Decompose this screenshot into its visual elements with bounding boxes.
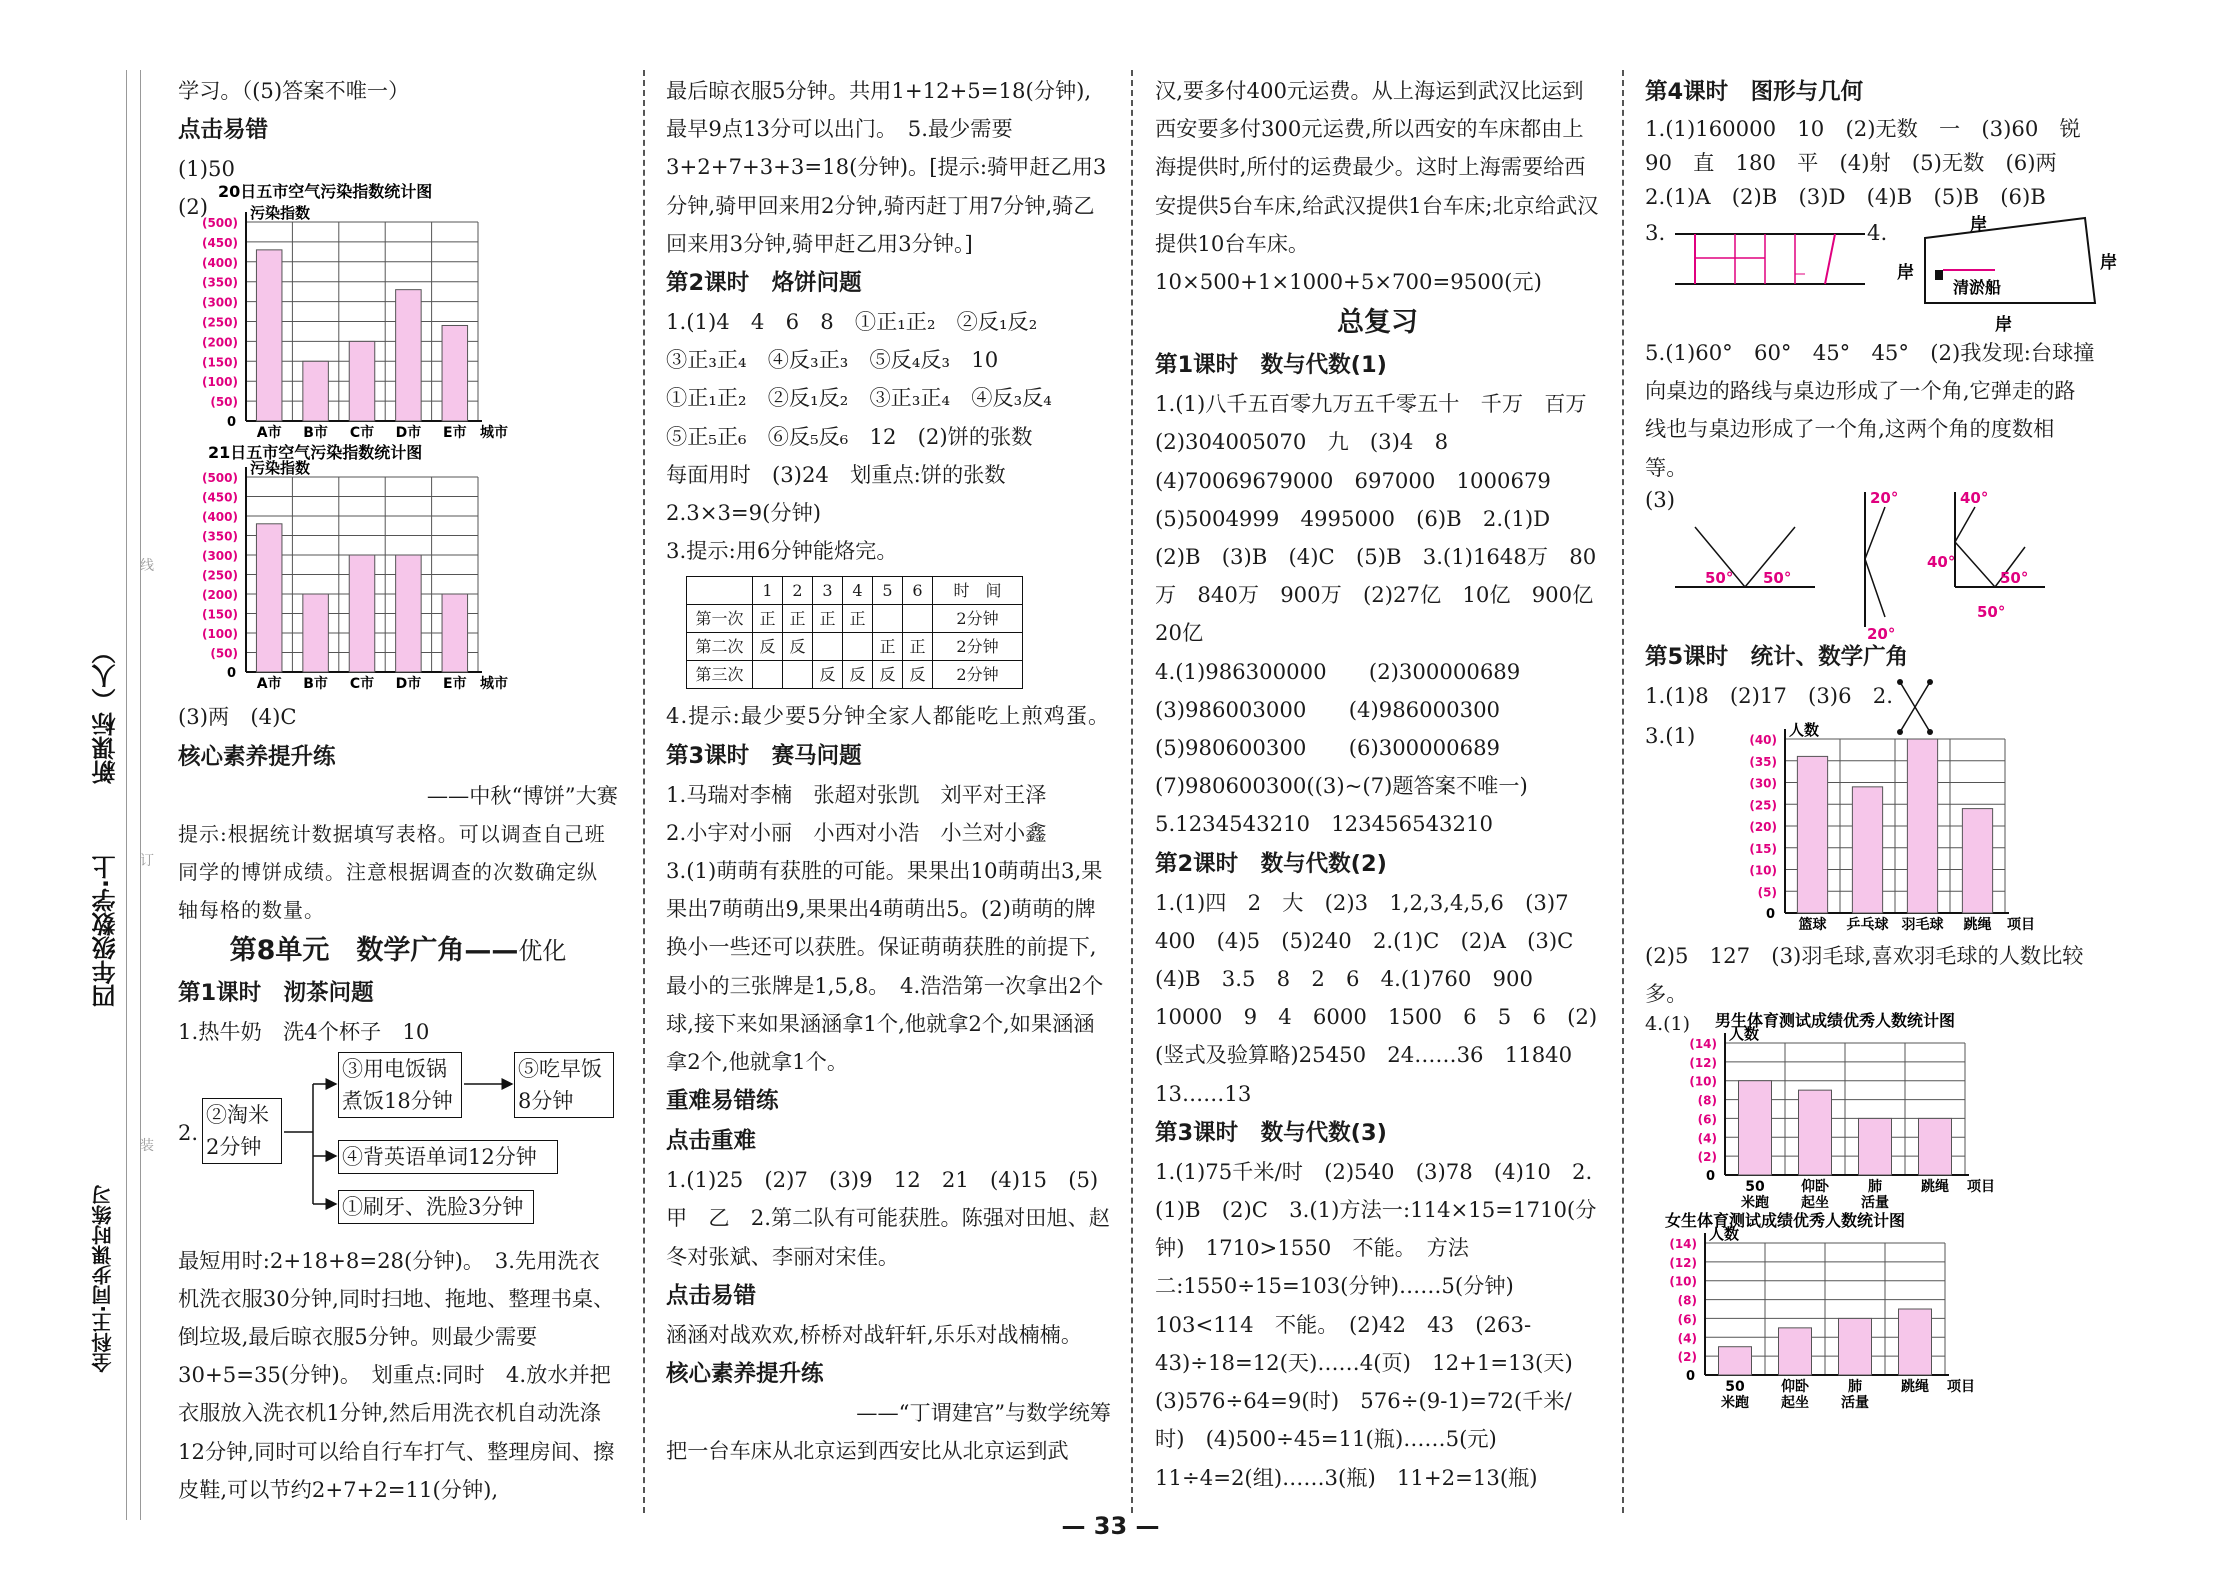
y-tick-label: (350) <box>201 276 238 291</box>
pancake-table <box>686 576 1023 689</box>
x-tick-label: 跳绳 <box>1901 1379 1929 1396</box>
c2-line: ⑤正₅正₆ ⑥反₅反₆ 12 (2)饼的张数 <box>666 423 1033 449</box>
c2-heading-core: 核心素养提升练 <box>666 1361 824 1388</box>
x-tick-label: 篮球 <box>1798 916 1827 933</box>
c2-line: 4.提示:最少要5分钟全家人都能吃上煎鸡蛋。 <box>666 703 1111 729</box>
y-tick-label: 0 <box>226 415 236 431</box>
y-tick-label: (14) <box>1689 1037 1717 1052</box>
c1-line: (2) <box>178 194 209 220</box>
c4-line: (2)5 127 (3)羽毛球,喜欢羽毛球的人数比较多。 <box>1645 942 2084 1007</box>
chart-bar <box>1799 1090 1832 1175</box>
chart-bar <box>442 594 468 672</box>
c1-line: 学习。（(5)答案不唯一） <box>178 78 410 103</box>
y-tick-label: (200) <box>201 588 238 603</box>
c2-lesson-3-title: 第3课时 赛马问题 <box>666 742 862 769</box>
c2-line: 最后晾衣服5分钟。共用1+12+5=18(分钟),最早9点13分可以出门。 5.最少需要3+2+7+3+3=18(分钟)。[提示:骑甲赶乙用3分钟,骑甲回来用2分钟,骑丙赶丁用7分钟,骑乙回来用3分钟,骑甲赶乙用3分钟。] <box>666 78 1107 256</box>
angle-label: 50° <box>1977 602 2006 621</box>
flow-box-words: ④背英语单词12分钟 <box>338 1140 558 1174</box>
x-tick-label: 羽毛球 <box>1901 916 1944 933</box>
c2-heading-key: 点击重难 <box>666 1128 757 1155</box>
c2-heading-errors: 点击易错 <box>666 1282 757 1309</box>
x-tick-label: 肺 <box>1868 1179 1882 1196</box>
y-tick-label: (400) <box>201 256 238 271</box>
chart-bar <box>1899 1309 1932 1375</box>
x-tick-label: C市 <box>349 425 375 442</box>
chart-bar <box>303 362 329 422</box>
shore-label: 岸 <box>1970 215 1987 235</box>
c2-line: 2.小宇对小丽 小西对小浩 小兰对小鑫 <box>666 819 1047 845</box>
c1-line: (3)两 (4)C <box>178 704 297 730</box>
chart-girls-test <box>1665 1211 2025 1411</box>
boat-label: 清淤船 <box>1953 278 2002 297</box>
x-tick-label: B市 <box>303 676 328 693</box>
y-tick-label: 0 <box>1705 1169 1715 1185</box>
c2-line: ③正₃正₄ ④反₃正₃ ⑤反₄反₃ 10 <box>666 347 999 373</box>
x-tick-label-2: 活量 <box>1861 1195 1889 1212</box>
y-tick-label: (12) <box>1689 1056 1717 1071</box>
c1-line: (1)50 <box>178 156 235 182</box>
y-tick-label: (6) <box>1697 1112 1717 1127</box>
table-row: 第二次 反 反 正 正 2分钟 <box>687 633 1023 661</box>
angles-figure <box>1645 486 2095 643</box>
y-tick-label: (40) <box>1749 732 1777 747</box>
chart-ylabel: 人数 <box>1709 1225 1740 1244</box>
flow-box-rice: ②淘米 2分钟 <box>202 1098 282 1164</box>
chart-bar <box>442 326 468 422</box>
c2-line: 3.(1)萌萌有获胜的可能。果果出10萌萌出3,果果出7萌萌出9,果果出4萌萌出5。(2)萌萌的牌换小一些还可以获胜。保证萌萌获胜的前提下,最小的三张牌是1,5,8。 4.浩浩第一次拿出2个球,接下来如果涵涵拿1个,他就拿2个,如果涵涵拿2个,他就拿1个。 <box>666 858 1104 1075</box>
x-tick-label: 50 <box>1725 1379 1745 1396</box>
chart-bar <box>303 594 329 672</box>
x-tick-label-2: 起坐 <box>1801 1195 1829 1212</box>
y-tick-label: (15) <box>1749 841 1777 856</box>
c3-line: 1.(1)四 2 大 (2)3 1,2,3,4,5,6 (3)7 400 (4)5 (5)240 2.(1)C (2)A (3)C (4)B 3.5 8 2 6 4.(1)760 900 10000 9 4 6000 1500 6 5 6 (2)(竖式及验算略)25450 24……36 11840 13……13 <box>1155 889 1598 1106</box>
table-row: 第一次 正 正 正 正 2分钟 <box>687 605 1023 633</box>
column-1 <box>178 72 618 1509</box>
y-tick-label: (450) <box>201 490 238 505</box>
x-tick-label-2: 起坐 <box>1781 1395 1809 1412</box>
c3-line: 1.(1)八千五百零九万五千零五十 千万 百万 (2)304005070 九 (3)4 8 (4)70069679000 697000 1000679 (5)5004999 4995000 (6)B 2.(1)D (2)B (3)B (4)C (5)B 3.(1)1648万 80万 840万 900万 (2)27亿 10亿 900亿 20亿 <box>1155 391 1615 646</box>
angle-label: 40° <box>1960 488 1989 507</box>
angle-label: 20° <box>1867 624 1896 643</box>
x-tick-label: E市 <box>443 676 467 693</box>
spine-edition: 新课标（人） <box>92 640 120 784</box>
geometry-figures <box>1645 214 2117 335</box>
column-divider-1 <box>643 70 645 1513</box>
chart-bar <box>1797 756 1827 913</box>
c2-line: ①正₁正₂ ②反₁反₂ ③正₃正₄ ④反₃反₄ <box>666 385 1052 411</box>
c4-lesson-5-title: 第5课时 统计、数学广角 <box>1645 643 1909 670</box>
c4-line: 1.(1)160000 10 (2)无数 一 (3)60 锐 90 直 180 平 (4)射 (5)无数 (6)两 2.(1)A (2)B (3)D (4)B (5)B (6)B <box>1645 116 2102 209</box>
chart-bar <box>1839 1319 1872 1376</box>
chart-bar <box>1739 1081 1772 1175</box>
x-tick-label: 跳绳 <box>1921 1179 1949 1196</box>
c3-lesson-3-title: 第3课时 数与代数(3) <box>1155 1119 1387 1146</box>
c1-hint: 提示:根据统计数据填写表格。可以调查自己班同学的博饼成绩。注意根据调查的次数确定纵轴每格的数量。 <box>178 821 606 923</box>
chart-title: 20日五市空气污染指数统计图 <box>218 182 433 202</box>
c3-line: 4.(1)986300000 (2)300000689 <box>1155 658 1521 684</box>
y-tick-label: (8) <box>1677 1293 1697 1308</box>
y-tick-label: (6) <box>1677 1312 1697 1327</box>
y-tick-label: (50) <box>210 395 238 410</box>
y-tick-label: 0 <box>1685 1369 1695 1385</box>
y-tick-label: (150) <box>201 355 238 370</box>
chart-bar <box>349 342 375 422</box>
flow-diagram <box>178 1052 618 1232</box>
c2-line: 涵涵对战欢欢,桥桥对战轩轩,乐乐对战楠楠。 <box>666 1321 1083 1347</box>
y-tick-label: (10) <box>1689 1074 1717 1089</box>
c1-line: 最短用时:2+18+8=28(分钟)。 3.先用洗衣机洗衣服30分钟,同时扫地、拖地、整理书桌、倒垃圾,最后晾衣服5分钟。则最少需要30+5=35(分钟)。 划重点:同时 4.放水并把衣服放入洗衣机1分钟,然后用洗衣机自动洗涤12分钟,同时可以给自行车打气、整理房间、擦皮鞋,可以节约2+7+2=11(分钟), <box>178 1247 615 1502</box>
column-divider-3 <box>1622 70 1624 1513</box>
chart-ylabel: 人数 <box>1729 1025 1760 1044</box>
c1-subtitle: ——中秋“博饼”大赛 <box>426 782 618 808</box>
chart-bar <box>256 250 282 421</box>
y-tick-label: (10) <box>1749 863 1777 878</box>
c2-line: 把一台车床从北京运到西安比从北京运到武 <box>666 1438 1069 1464</box>
flow-arrows <box>178 1052 618 1232</box>
chart-title: 21日五市空气污染指数统计图 <box>208 443 423 463</box>
y-tick-label: (100) <box>201 375 238 390</box>
table-row: 1 2 3 4 5 6 时 间 <box>687 577 1023 605</box>
y-tick-label: (20) <box>1749 819 1777 834</box>
angle-label: 50° <box>1763 568 1792 587</box>
chart-bar <box>1962 808 1992 912</box>
chart-ylabel: 污染指数 <box>250 459 311 478</box>
angle-label: 40° <box>1927 552 1956 571</box>
chart-bar <box>1907 739 1937 913</box>
flow-box-eat: ⑤吃早饭 8分钟 <box>514 1052 614 1118</box>
chart-bar <box>1852 787 1882 913</box>
x-tick-label: 仰卧 <box>1781 1379 1809 1396</box>
c4-lesson-4-title: 第4课时 图形与几何 <box>1645 79 1864 105</box>
y-tick-label: (250) <box>201 315 238 330</box>
c1-heading-core: 核心素养提升练 <box>178 743 336 770</box>
c4-line: 1.(1)8 (2)17 (3)6 2. <box>1645 682 1893 708</box>
chart-bar <box>1859 1119 1892 1176</box>
y-tick-label: (25) <box>1749 798 1777 813</box>
c2-heading-hard: 重难易错练 <box>666 1088 779 1115</box>
page-number: — 33 — <box>1061 1512 1160 1540</box>
angle-label: 50° <box>1705 568 1734 587</box>
shore-label: 岸 <box>1897 263 1914 283</box>
angle-label: 20° <box>1870 488 1899 507</box>
c4-line: (3) <box>1645 486 1676 512</box>
c4-line: 3.(1) <box>1645 722 1696 748</box>
chart-ylabel: 人数 <box>1789 720 1820 739</box>
x-tick-label-2: 米跑 <box>1721 1395 1749 1412</box>
y-tick-label: (350) <box>201 529 238 544</box>
c4-line: 3. <box>1645 220 1666 245</box>
c2-subtitle: ——“丁谓建宫”与数学统筹 <box>856 1400 1111 1426</box>
chart-ylabel: 污染指数 <box>250 204 311 223</box>
c2-line: 1.(1)25 (2)7 (3)9 12 21 (4)15 (5)甲 乙 2.第二队有可能获胜。陈强对田旭、赵冬对张斌、李丽对宋佳。 <box>666 1167 1110 1269</box>
x-tick-label: 肺 <box>1848 1379 1862 1396</box>
chart-favorite-sports <box>1715 717 2045 937</box>
chart-xlabel: 城市 <box>480 425 508 442</box>
chart-boys-test <box>1665 1011 2025 1211</box>
y-tick-label: (4) <box>1677 1331 1697 1346</box>
y-tick-label: (200) <box>201 335 238 350</box>
river-figure <box>1895 208 2125 338</box>
angle-label: 50° <box>2000 568 2029 587</box>
x-tick-label: D市 <box>395 676 422 693</box>
spine-mark-3: 装 <box>140 1138 154 1154</box>
y-tick-label: (12) <box>1669 1256 1697 1271</box>
c4-line: 4. <box>1867 220 1888 245</box>
y-tick-label: (450) <box>201 236 238 251</box>
y-tick-label: (10) <box>1669 1274 1697 1289</box>
chart-bar <box>1919 1119 1952 1176</box>
c3-line: 汉,要多付400元运费。从上海运到武汉比运到西安要多付300元运费,所以西安的车床都由上海提供时,所付的运费最少。这时上海需要给西安提供5台车床,给武汉提供1台车床;北京给武汉提供10台车床。 10×500+1×1000+5×700=9500(元) <box>1155 78 1599 295</box>
flow-label: 2. <box>178 1120 199 1145</box>
chart-bar <box>349 555 375 672</box>
y-tick-label: (5) <box>1757 885 1777 900</box>
column-divider-2 <box>1131 70 1133 1513</box>
spine-mark-1: 线 <box>140 558 154 574</box>
x-tick-label: 50 <box>1745 1179 1765 1196</box>
flow-box-cook: ③用电饭锅 煮饭18分钟 <box>338 1052 462 1118</box>
x-tick-label-2: 米跑 <box>1741 1195 1769 1212</box>
spine-mark-2: 订 <box>140 853 154 869</box>
x-tick-label: A市 <box>256 425 282 442</box>
y-tick-label: (250) <box>201 568 238 583</box>
y-tick-label: (100) <box>201 627 238 642</box>
c2-line: 1.马瑞对李楠 张超对张凯 刘平对王泽 <box>666 781 1047 807</box>
y-tick-label: (150) <box>201 607 238 622</box>
y-tick-label: (2) <box>1677 1350 1697 1365</box>
table-row: 第三次 反 反 反 反 2分钟 <box>687 661 1023 689</box>
x-tick-label: B市 <box>303 425 328 442</box>
c2-lesson-2-title: 第2课时 烙饼问题 <box>666 270 862 297</box>
y-tick-label: 0 <box>226 666 236 682</box>
flow-box-wash: ①刷牙、洗脸3分钟 <box>338 1190 534 1224</box>
x-tick-label-2: 活量 <box>1841 1395 1869 1412</box>
y-tick-label: (35) <box>1749 754 1777 769</box>
y-tick-label: (14) <box>1669 1237 1697 1252</box>
c1-lesson-1-title: 第1课时 沏茶问题 <box>178 980 374 1007</box>
c4-line: 5.(1)60° 60° 45° 45° (2)我发现:台球撞向桌边的路线与桌边形成了一个角,它弹走的路线也与桌边形成了一个角,这两个角的度数相等。 <box>1645 340 2095 480</box>
x-tick-label: A市 <box>256 676 282 693</box>
y-tick-label: (500) <box>201 471 238 486</box>
chart-bar <box>256 524 282 672</box>
y-tick-label: (50) <box>210 646 238 661</box>
c1-line: 1.热牛奶 洗4个杯子 10 <box>178 1019 430 1045</box>
x-tick-label: 跳绳 <box>1963 916 1992 933</box>
unit-title: 第8单元 数学广角——优化 <box>229 935 567 967</box>
shore-label: 岸 <box>2100 253 2117 273</box>
c3-line: (7)980600300((3)~(7)题答案不唯一) <box>1155 773 1528 799</box>
x-tick-label: C市 <box>349 676 375 693</box>
c3-line: 1.(1)75千米/时 (2)540 (3)78 (4)10 2.(1)B (2)C 3.(1)方法一:114×15=1710(分钟) 1710>1550 不能。 方法二:1550÷15=103(分钟)……5(分钟) 103<114 不能。 (2)42 43 (263-43)÷18=12(天)……4(页) 12+1=13(天) (3)576÷64=9(时) 576÷(9-1)=72(千米/时) (4)500÷45=11(瓶)……5(元) 11÷4=2(组)……3(瓶) 11+2=13(瓶) <box>1155 1158 1597 1490</box>
chart-bar <box>396 555 422 672</box>
billiard-angles <box>1665 487 2105 647</box>
x-tick-label: 乒乓球 <box>1846 916 1889 933</box>
c3-line: 5.1234543210 123456543210 <box>1155 811 1493 837</box>
chart-21st-pollution <box>188 443 538 698</box>
review-title: 总复习 <box>1337 307 1418 339</box>
spine-divider <box>126 70 127 1520</box>
y-tick-label: (2) <box>1697 1150 1717 1165</box>
shore-label: 岸 <box>1995 315 2012 335</box>
x-tick-label: D市 <box>395 425 422 442</box>
y-tick-label: (300) <box>201 549 238 564</box>
y-tick-label: (8) <box>1697 1093 1717 1108</box>
x-tick-label: E市 <box>443 425 467 442</box>
column-4 <box>1645 72 2117 1412</box>
c3-lesson-2-title: 第2课时 数与代数(2) <box>1155 850 1387 877</box>
spine-brand: 全科王·同步课时练习 <box>91 1185 115 1373</box>
y-tick-label: (500) <box>201 216 238 231</box>
c3-line: (5)980600300 (6)300000689 <box>1155 735 1501 761</box>
chart-xlabel: 项目 <box>1967 1179 1995 1196</box>
column-3 <box>1155 72 1615 1497</box>
chart-xlabel: 项目 <box>1947 1379 1975 1396</box>
y-tick-label: (300) <box>201 296 238 311</box>
parallel-figure <box>1665 224 1875 314</box>
chart-xlabel: 项目 <box>2007 916 2035 933</box>
c3-line: (3)986003000 (4)986000300 <box>1155 696 1501 722</box>
c2-line: 每面用时 (3)24 划重点:饼的张数 2.3×3=9(分钟) <box>666 461 1027 526</box>
chart-title: 女生体育测试成绩优秀人数统计图 <box>1665 1211 1906 1231</box>
spine-grade: 四年级数学·上 <box>92 855 120 1009</box>
y-tick-label: 0 <box>1765 906 1775 922</box>
column-2 <box>666 72 1111 1470</box>
c4-line: 4.(1) <box>1645 1013 1691 1036</box>
c2-line: 1.(1)4 4 6 8 ①正₁正₂ ②反₁反₂ <box>666 309 1038 335</box>
chart-bar <box>1719 1347 1752 1375</box>
chart-bar <box>1779 1328 1812 1375</box>
x-tick-label: 仰卧 <box>1801 1179 1829 1196</box>
y-tick-label: (400) <box>201 510 238 525</box>
y-tick-label: (30) <box>1749 776 1777 791</box>
y-tick-label: (4) <box>1697 1131 1717 1146</box>
chart-xlabel: 城市 <box>480 676 508 693</box>
chart-bar <box>396 290 422 421</box>
c2-line: 3.提示:用6分钟能烙完。 <box>666 538 898 564</box>
c1-heading-errors: 点击易错 <box>178 117 269 144</box>
chart-20th-pollution <box>188 182 538 447</box>
spine-divider-2 <box>140 70 141 1520</box>
chart-title: 男生体育测试成绩优秀人数统计图 <box>1715 1011 1956 1031</box>
c3-lesson-1-title: 第1课时 数与代数(1) <box>1155 352 1387 379</box>
